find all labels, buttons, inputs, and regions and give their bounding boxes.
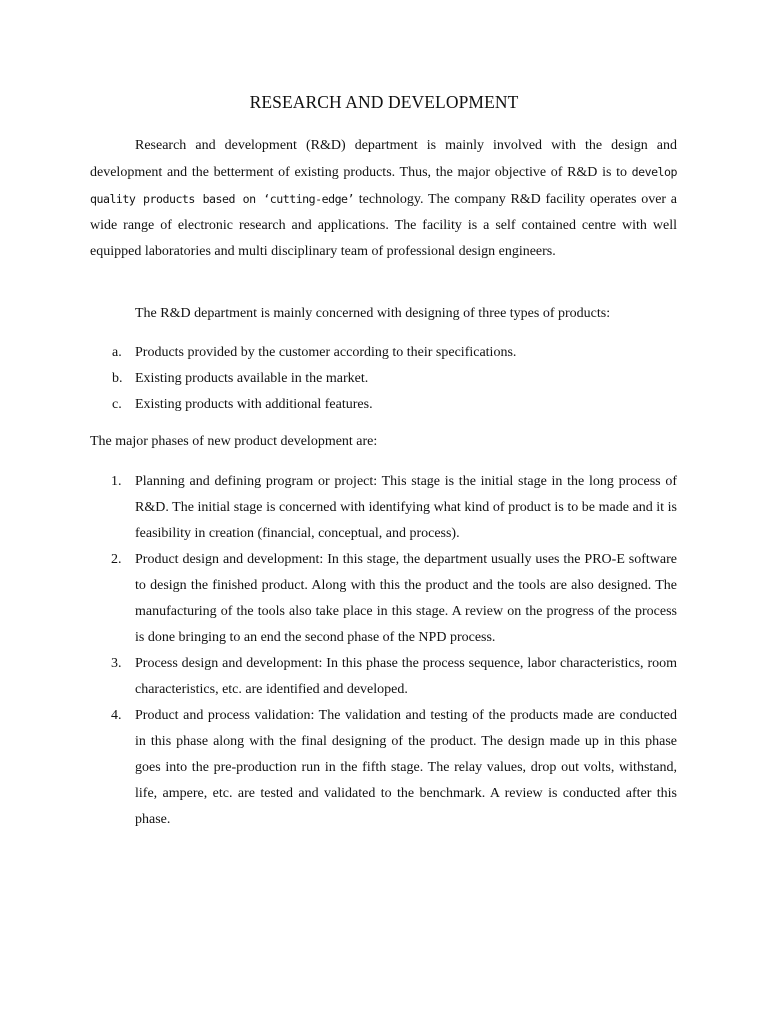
list-item [90, 392, 677, 418]
list-item-text: Process design and development: In this phase the process sequence, labor characteristics, room characteristics, etc. are identified and developed. [135, 656, 677, 697]
list-marker: c. [112, 397, 122, 412]
intro-text-end: technology. The company R&D facility operates over a wide range of electronic research and applications. The facility is a self contained centre with well equipped laboratories and multi disciplinary team of professional design engineers. [90, 192, 677, 259]
phases-intro: The major phases of new product development are: [90, 434, 378, 449]
list-marker: a. [112, 345, 122, 360]
list-item [90, 651, 677, 703]
product-types-intro-text: The R&D department is mainly concerned with designing of three types of products: [135, 306, 611, 321]
list-item [90, 547, 677, 651]
list-item-text: Products provided by the customer according to their specifications. [135, 345, 517, 360]
list-item [90, 366, 677, 392]
intro-mono-phrase: develop quality products based on ‘cutting-edge’ [90, 165, 677, 206]
product-types-intro [90, 301, 677, 327]
list-marker: 3. [111, 656, 122, 671]
list-item-text: Product design and development: In this stage, the department usually uses the PRO-E software to design the finished product. Along with this the product and the tools are also designed. The manufacturing of the tools also take place in this stage. A review on the progress of the process is done bringing to an end the second phase of the NPD process. [135, 552, 677, 645]
product-types-list [90, 340, 677, 418]
list-marker: b. [112, 371, 123, 386]
list-item-text: Existing products with additional features. [135, 397, 373, 412]
phases-list [90, 469, 677, 833]
list-marker: 2. [111, 552, 122, 567]
intro-paragraph [90, 133, 677, 265]
document-title: RESEARCH AND DEVELOPMENT [249, 92, 519, 112]
list-marker: 1. [111, 474, 122, 489]
intro-text-start: Research and development (R&D) department is mainly involved with the design and development and the betterment of existing products. Thus, the major objective of R&D is to [90, 138, 677, 180]
list-item [90, 703, 677, 833]
list-marker: 4. [111, 708, 122, 723]
list-item [90, 469, 677, 547]
list-item-text: Product and process validation: The validation and testing of the products made are conducted in this phase along with the final designing of the product. The design made up in this phase goes into the pre-production run in the fifth stage. The relay values, drop out volts, withstand, life, ampere, etc. are tested and validated to the benchmark. A review is conducted after this phase. [135, 708, 677, 827]
list-item-text: Planning and defining program or project: This stage is the initial stage in the long process of R&D. The initial stage is concerned with identifying what kind of product is to be made and it is feasibility in creation (financial, conceptual, and process). [135, 474, 677, 541]
list-item [90, 340, 677, 366]
list-item-text: Existing products available in the market. [135, 371, 369, 386]
